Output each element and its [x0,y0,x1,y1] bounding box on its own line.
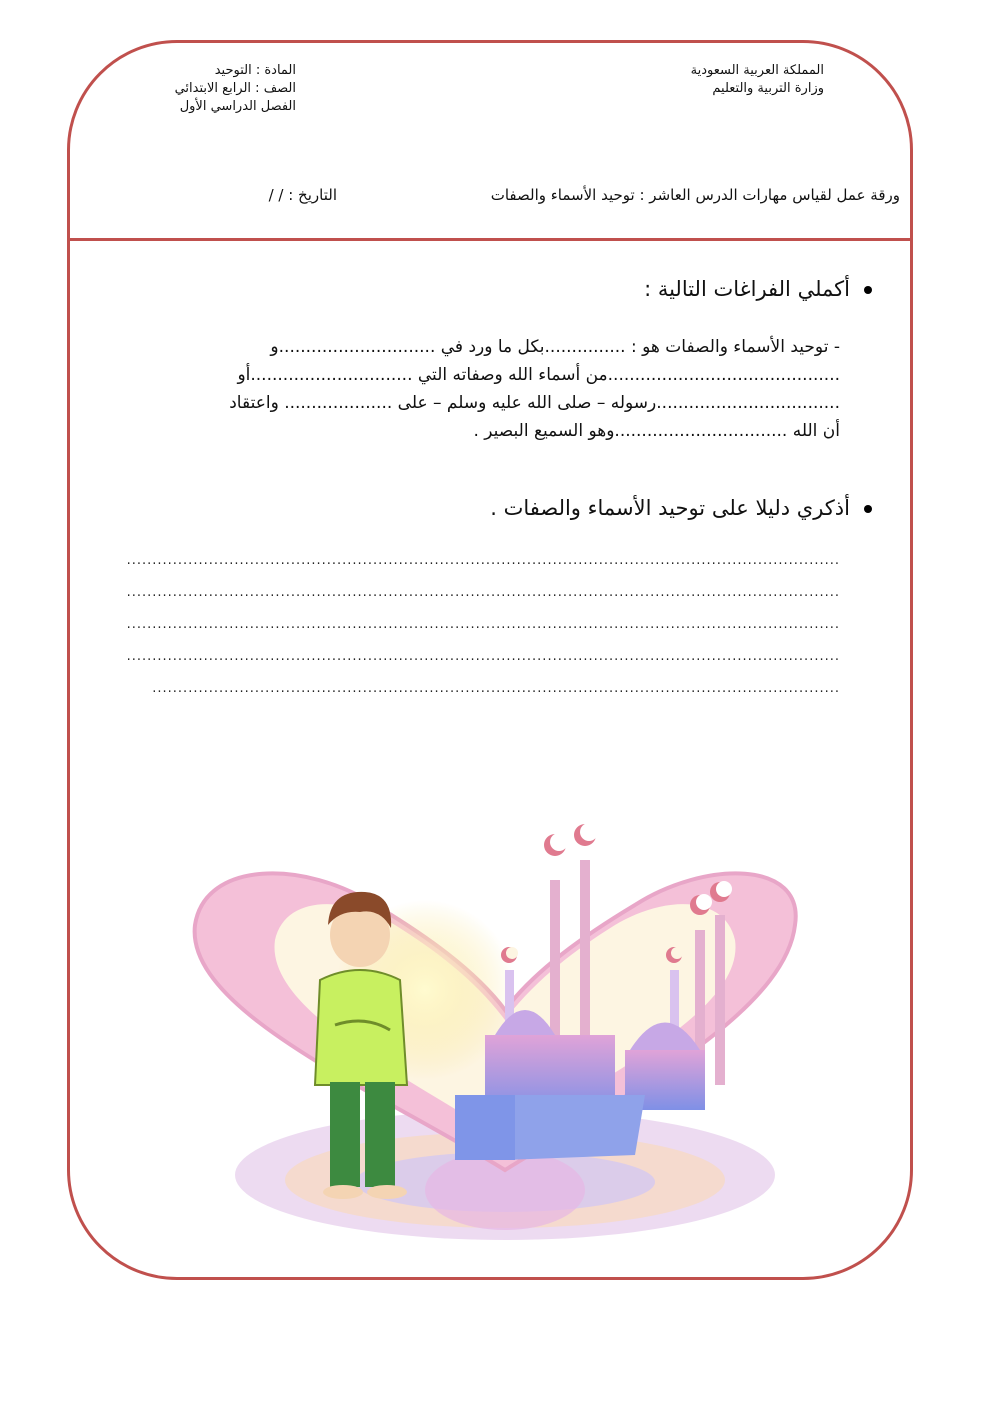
answer-line[interactable]: ...................................................................................................................................... [152,681,840,696]
fill-line[interactable]: ...........................................من أسماء الله وصفاته التي ..............................أو [237,365,840,385]
ministry-name: وزارة التربية والتعليم [712,81,824,96]
question-2-title [490,496,872,520]
fill-line[interactable]: أن الله ................................وهو السميع البصير . [473,421,840,441]
bullet-icon [864,505,872,513]
date-field: التاريخ : / / [268,186,337,204]
mosque-heart-illustration [175,820,805,1260]
grade-label: الصف : الرابع الابتدائي [174,81,296,96]
question-1-title [644,277,872,301]
answer-line[interactable]: ........................................................................................................................................... [126,585,840,600]
question-1-text: أكملي الفراغات التالية : [644,277,850,301]
answer-lines [80,553,840,713]
fill-line[interactable]: ..................................رسوله – صلى الله عليه وسلم – على .................... واعتقاد [229,393,840,413]
answer-line[interactable]: ........................................................................................................................................... [126,649,840,664]
header-course-info [175,62,296,116]
worksheet-title: ورقة عمل لقياس مهارات الدرس العاشر : توحيد الأسماء والصفات [490,186,900,204]
answer-line[interactable]: ........................................................................................................................................... [126,553,840,568]
answer-line[interactable]: ........................................................................................................................................... [126,617,840,632]
kingdom-name: المملكة العربية السعودية [690,63,824,78]
fill-line[interactable]: - توحيد الأسماء والصفات هو : ...............بكل ما ورد في .............................و [270,337,840,357]
fill-in-blanks-paragraph [80,333,840,445]
question-2-text: أذكري دليلا على توحيد الأسماء والصفات . [490,496,850,520]
bullet-icon [864,286,872,294]
header-ministry [691,62,824,98]
header-divider [67,238,913,241]
subject-label: المادة : التوحيد [214,63,296,78]
semester-label: الفصل الدراسي الأول [179,99,296,114]
